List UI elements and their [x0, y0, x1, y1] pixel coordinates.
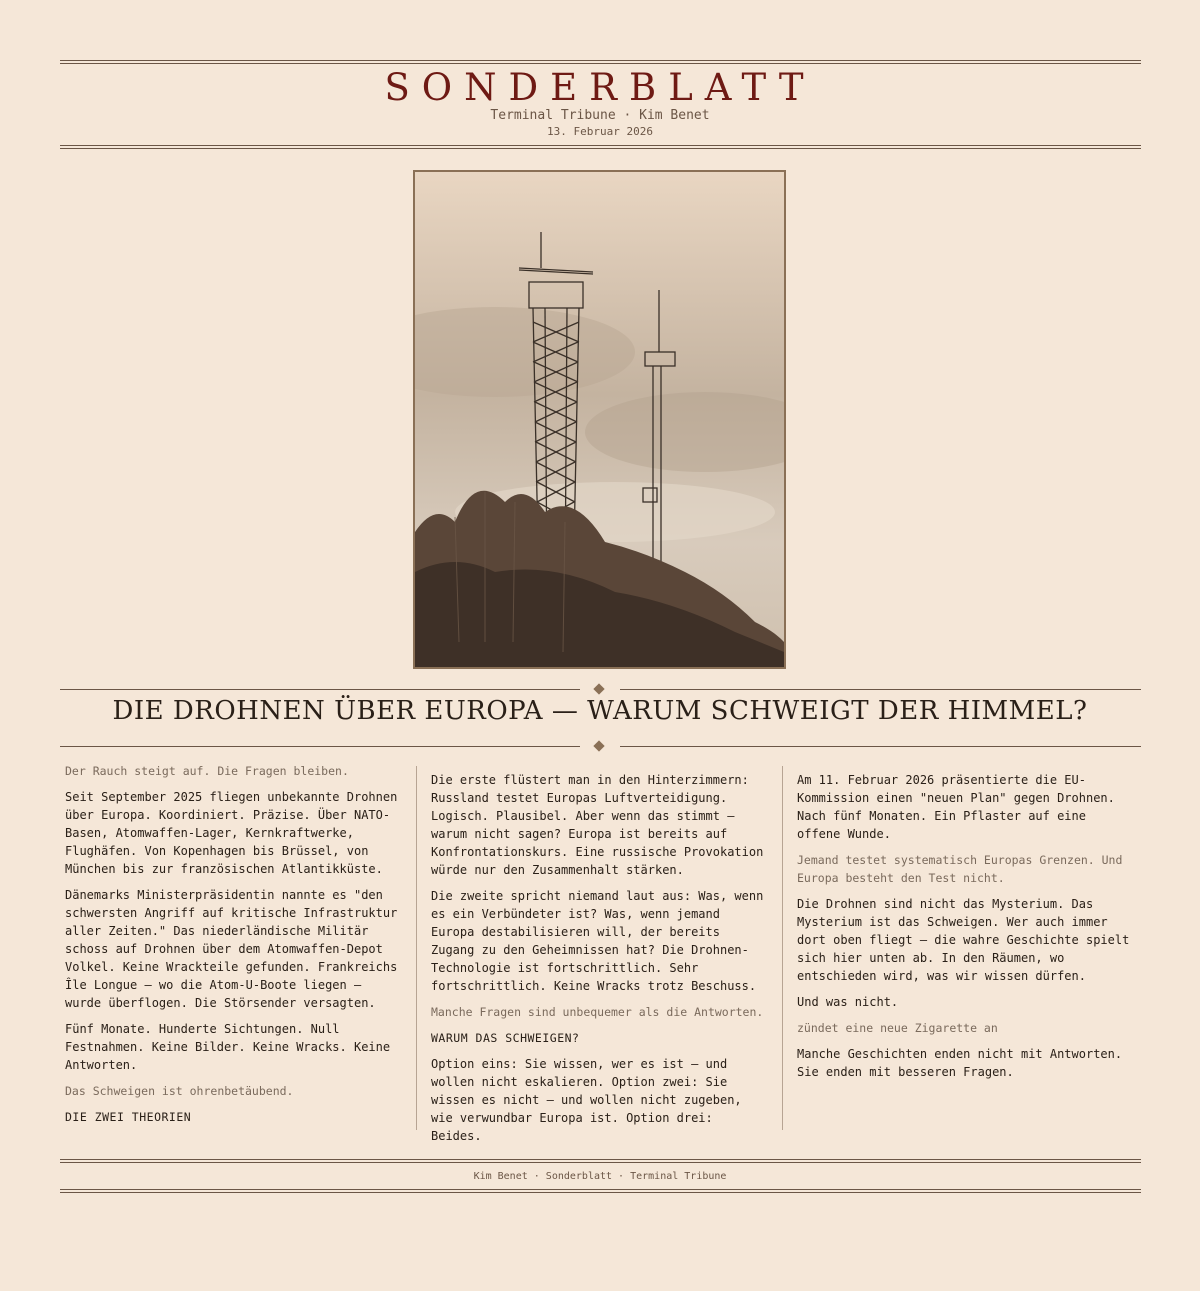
- diamond-ornament: [593, 740, 604, 751]
- headline-rule-left-top: [60, 689, 580, 690]
- paragraph: Seit September 2025 fliegen unbekannte Drohnen über Europa. Koordiniert. Präzise. Über NATO-Basen, Atomwaffen-Lager, Kernkraftwerke, Flughäfen. Von Kopenhagen bis Brüssel, von München bis zur französischen Atlantikküste.: [65, 790, 398, 876]
- paragraph: Dänemarks Ministerpräsidentin nannte es "den schwersten Angriff auf kritische Infrastruktur aller Zeiten." Das niederländische Militär schoss auf Drohnen über dem Atomwaffen-Depot Volkel. Keine Wrackteile gefunden. Frankreichs Île Longue — wo die Atom-U-Boote liegen — wurde überflogen. Die Störsender versagten.: [65, 888, 398, 1010]
- footer-rule-1: [60, 1159, 1141, 1160]
- headline-rule-left-bottom: [60, 746, 580, 747]
- footer-rule-4: [60, 1192, 1141, 1193]
- radar-tower-photo: [413, 170, 786, 669]
- pull-quote: Das Schweigen ist ohrenbetäubend.: [65, 1084, 294, 1098]
- footer-credit: Kim Benet · Sonderblatt · Terminal Tribune: [473, 1171, 727, 1182]
- subheading: WARUM DAS SCHWEIGEN?: [431, 1031, 580, 1045]
- masthead-rule-2: [60, 148, 1141, 149]
- pull-quote: Der Rauch steigt auf. Die Fragen bleiben.: [65, 764, 349, 778]
- top-rule-2: [60, 63, 1141, 64]
- article-column-3: [797, 771, 1135, 1089]
- headline: DIE DROHNEN ÜBER EUROPA — WARUM SCHWEIGT DER HIMMEL?: [112, 696, 1088, 726]
- pull-quote: Jemand testet systematisch Europas Grenzen. Und Europa besteht den Test nicht.: [797, 853, 1123, 885]
- paragraph: Und was nicht.: [797, 995, 899, 1009]
- headline-rule-right-bottom: [620, 746, 1141, 747]
- byline: Terminal Tribune · Kim Benet: [490, 108, 710, 123]
- paragraph: Die Drohnen sind nicht das Mysterium. Das Mysterium ist das Schweigen. Wer auch immer dort oben fliegt — die wahre Geschichte spielt sich hier unten ab. In den Räumen, wo entschieden wird, was wir wissen dürfen.: [797, 897, 1130, 983]
- footer-rule-3: [60, 1189, 1141, 1190]
- subheading: DIE ZWEI THEORIEN: [65, 1110, 192, 1124]
- masthead-rule-1: [60, 145, 1141, 146]
- column-divider: [416, 766, 417, 1130]
- article-column-1: [65, 762, 403, 1134]
- diamond-ornament: [593, 683, 604, 694]
- paragraph: Am 11. Februar 2026 präsentierte die EU-Kommission einen "neuen Plan" gegen Drohnen. Nach fünf Monaten. Ein Pflaster auf eine offene Wunde.: [797, 773, 1115, 841]
- paragraph: Manche Geschichten enden nicht mit Antworten. Sie enden mit besseren Fragen.: [797, 1047, 1123, 1079]
- column-divider: [782, 766, 783, 1130]
- pull-quote: zündet eine neue Zigarette an: [797, 1021, 998, 1035]
- headline-rule-right-top: [620, 689, 1141, 690]
- pull-quote: Manche Fragen sind unbequemer als die Antworten.: [431, 1005, 764, 1019]
- top-rule-1: [60, 60, 1141, 61]
- paragraph: Option eins: Sie wissen, wer es ist — und wollen nicht eskalieren. Option zwei: Sie wissen es nicht — und wollen nicht zugeben, wie verwundbar Europa ist. Option drei: Beides.: [431, 1057, 742, 1143]
- paragraph: Die erste flüstert man in den Hinterzimmern: Russland testet Europas Luftverteidigung. Logisch. Plausibel. Aber wenn das stimmt — warum nicht sagen? Europa ist bereits auf Konfrontationskurs. Eine russische Provokation würde nur den Zusammenhalt stärken.: [431, 773, 764, 877]
- paragraph: Die zweite spricht niemand laut aus: Was, wenn es ein Verbündeter ist? Was, wenn jemand Europa destabilisieren will, der bereits Zugang zu den Geheimnissen hat? Die Drohnen-Technologie ist fortschrittlich. Sehr fortschrittlich. Keine Wracks trotz Beschuss.: [431, 889, 764, 993]
- masthead-title: SONDERBLATT: [384, 66, 816, 109]
- footer-rule-2: [60, 1162, 1141, 1163]
- paragraph: Fünf Monate. Hunderte Sichtungen. Null Festnahmen. Keine Bilder. Keine Wracks. Keine Antworten.: [65, 1022, 391, 1072]
- article-column-2: [431, 771, 769, 1153]
- issue-date: 13. Februar 2026: [547, 125, 653, 138]
